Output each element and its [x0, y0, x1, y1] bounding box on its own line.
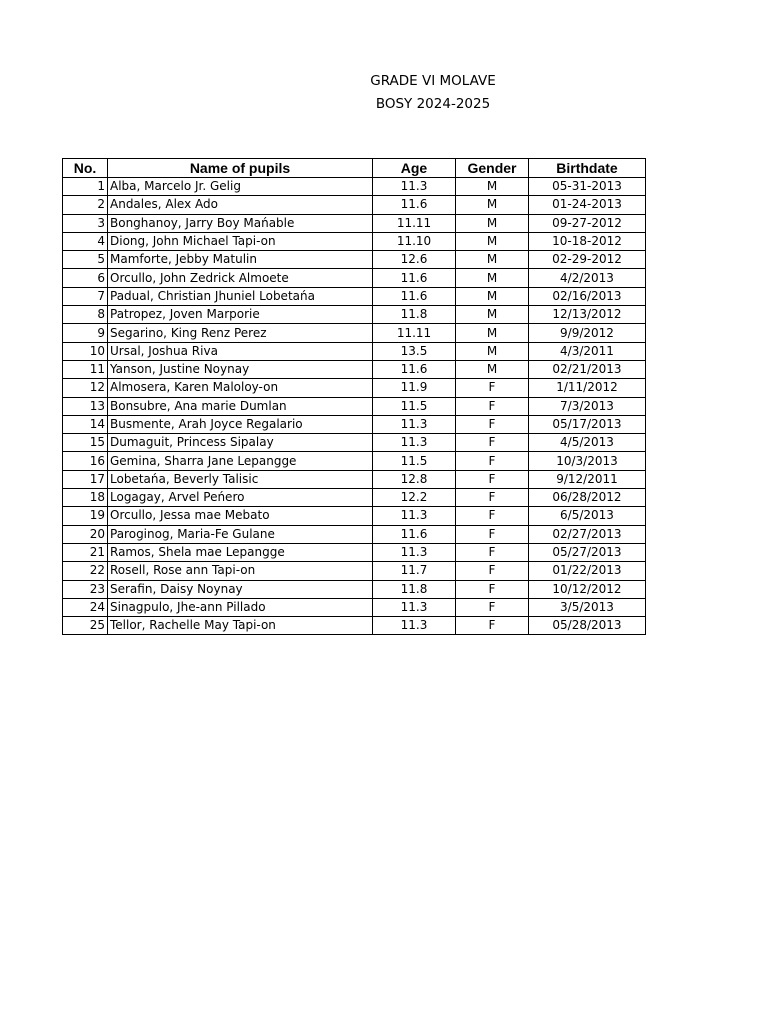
pupil-birthdate: 09-27-2012 [529, 214, 646, 232]
pupil-birthdate: 02/16/2013 [529, 287, 646, 305]
pupil-name: Segarino, King Renz Perez [108, 324, 373, 342]
pupil-name: Alba, Marcelo Jr. Gelig [108, 178, 373, 196]
pupil-table [62, 158, 646, 635]
pupil-birthdate: 05/28/2013 [529, 617, 646, 635]
table-row [63, 178, 646, 196]
pupil-gender: F [456, 434, 529, 452]
row-number: 2 [63, 196, 108, 214]
table-row [63, 214, 646, 232]
table-row [63, 598, 646, 616]
pupil-age: 11.6 [373, 196, 456, 214]
pupil-birthdate: 4/3/2011 [529, 342, 646, 360]
row-number: 22 [63, 562, 108, 580]
table-header-row [63, 159, 646, 178]
row-number: 10 [63, 342, 108, 360]
pupil-gender: F [456, 525, 529, 543]
table-row [63, 287, 646, 305]
pupil-age: 11.5 [373, 452, 456, 470]
pupil-name: Lobetańa, Beverly Talisic [108, 470, 373, 488]
pupil-age: 11.3 [373, 178, 456, 196]
pupil-age: 11.8 [373, 580, 456, 598]
row-number: 20 [63, 525, 108, 543]
pupil-birthdate: 02/21/2013 [529, 360, 646, 378]
pupil-name: Bonsubre, Ana marie Dumlan [108, 397, 373, 415]
pupil-gender: M [456, 178, 529, 196]
pupil-gender: M [456, 306, 529, 324]
pupil-birthdate: 02-29-2012 [529, 251, 646, 269]
row-number: 24 [63, 598, 108, 616]
pupil-birthdate: 1/11/2012 [529, 379, 646, 397]
table-row [63, 415, 646, 433]
pupil-gender: M [456, 324, 529, 342]
pupil-gender: F [456, 543, 529, 561]
pupil-name: Serafin, Daisy Noynay [108, 580, 373, 598]
pupil-name: Logagay, Arvel Peńero [108, 489, 373, 507]
row-number: 4 [63, 232, 108, 250]
pupil-gender: M [456, 360, 529, 378]
row-number: 12 [63, 379, 108, 397]
pupil-gender: F [456, 379, 529, 397]
pupil-birthdate: 4/5/2013 [529, 434, 646, 452]
pupil-gender: F [456, 415, 529, 433]
pupil-age: 11.3 [373, 617, 456, 635]
table-row [63, 324, 646, 342]
pupil-name: Mamforte, Jebby Matulin [108, 251, 373, 269]
pupil-age: 11.3 [373, 598, 456, 616]
pupil-age: 11.9 [373, 379, 456, 397]
table-row [63, 562, 646, 580]
row-number: 25 [63, 617, 108, 635]
pupil-name: Andales, Alex Ado [108, 196, 373, 214]
pupil-birthdate: 05/17/2013 [529, 415, 646, 433]
pupil-birthdate: 12/13/2012 [529, 306, 646, 324]
row-number: 8 [63, 306, 108, 324]
pupil-name: Sinagpulo, Jhe-ann Pillado [108, 598, 373, 616]
row-number: 1 [63, 178, 108, 196]
table-body [63, 178, 646, 635]
row-number: 6 [63, 269, 108, 287]
pupil-birthdate: 01/22/2013 [529, 562, 646, 580]
table-row [63, 525, 646, 543]
pupil-name: Ursal, Joshua Riva [108, 342, 373, 360]
row-number: 18 [63, 489, 108, 507]
pupil-name: Rosell, Rose ann Tapi-on [108, 562, 373, 580]
column-header-birthdate: Birthdate [529, 159, 646, 178]
pupil-age: 11.3 [373, 507, 456, 525]
pupil-age: 12.2 [373, 489, 456, 507]
pupil-gender: F [456, 470, 529, 488]
pupil-age: 12.6 [373, 251, 456, 269]
pupil-birthdate: 6/5/2013 [529, 507, 646, 525]
pupil-name: Busmente, Arah Joyce Regalario [108, 415, 373, 433]
pupil-birthdate: 9/9/2012 [529, 324, 646, 342]
row-number: 23 [63, 580, 108, 598]
pupil-birthdate: 06/28/2012 [529, 489, 646, 507]
table-row [63, 470, 646, 488]
pupil-gender: M [456, 269, 529, 287]
table-row [63, 196, 646, 214]
pupil-gender: F [456, 507, 529, 525]
pupil-name: Orcullo, John Zedrick Almoete [108, 269, 373, 287]
table-row [63, 580, 646, 598]
table-row [63, 269, 646, 287]
document-title: GRADE VI MOLAVE [370, 73, 496, 89]
table-row [63, 397, 646, 415]
pupil-age: 11.11 [373, 214, 456, 232]
pupil-gender: M [456, 342, 529, 360]
pupil-gender: M [456, 196, 529, 214]
row-number: 3 [63, 214, 108, 232]
pupil-age: 11.3 [373, 543, 456, 561]
pupil-age: 11.6 [373, 269, 456, 287]
table-row [63, 434, 646, 452]
pupil-birthdate: 3/5/2013 [529, 598, 646, 616]
pupil-name: Diong, John Michael Tapi-on [108, 232, 373, 250]
row-number: 11 [63, 360, 108, 378]
pupil-gender: F [456, 562, 529, 580]
pupil-name: Orcullo, Jessa mae Mebato [108, 507, 373, 525]
column-header-no: No. [63, 159, 108, 178]
pupil-gender: M [456, 214, 529, 232]
pupil-age: 11.8 [373, 306, 456, 324]
pupil-gender: F [456, 598, 529, 616]
column-header-gender: Gender [456, 159, 529, 178]
pupil-name: Yanson, Justine Noynay [108, 360, 373, 378]
pupil-age: 12.8 [373, 470, 456, 488]
pupil-name: Bonghanoy, Jarry Boy Mańable [108, 214, 373, 232]
pupil-name: Gemina, Sharra Jane Lepangge [108, 452, 373, 470]
row-number: 19 [63, 507, 108, 525]
row-number: 9 [63, 324, 108, 342]
row-number: 13 [63, 397, 108, 415]
table-row [63, 360, 646, 378]
pupil-name: Patropez, Joven Marporie [108, 306, 373, 324]
pupil-birthdate: 02/27/2013 [529, 525, 646, 543]
column-header-name: Name of pupils [108, 159, 373, 178]
pupil-age: 11.6 [373, 525, 456, 543]
pupil-age: 11.10 [373, 232, 456, 250]
table-row [63, 379, 646, 397]
row-number: 17 [63, 470, 108, 488]
pupil-birthdate: 10/3/2013 [529, 452, 646, 470]
pupil-birthdate: 4/2/2013 [529, 269, 646, 287]
pupil-name: Tellor, Rachelle May Tapi-on [108, 617, 373, 635]
pupil-age: 11.6 [373, 360, 456, 378]
row-number: 16 [63, 452, 108, 470]
pupil-age: 11.3 [373, 434, 456, 452]
row-number: 14 [63, 415, 108, 433]
row-number: 5 [63, 251, 108, 269]
pupil-gender: M [456, 232, 529, 250]
pupil-birthdate: 9/12/2011 [529, 470, 646, 488]
pupil-birthdate: 10-18-2012 [529, 232, 646, 250]
pupil-birthdate: 05/27/2013 [529, 543, 646, 561]
table-row [63, 543, 646, 561]
row-number: 7 [63, 287, 108, 305]
table-row [63, 507, 646, 525]
column-header-age: Age [373, 159, 456, 178]
row-number: 21 [63, 543, 108, 561]
pupil-name: Ramos, Shela mae Lepangge [108, 543, 373, 561]
table-row [63, 232, 646, 250]
table-row [63, 342, 646, 360]
pupil-age: 11.7 [373, 562, 456, 580]
pupil-birthdate: 05-31-2013 [529, 178, 646, 196]
row-number: 15 [63, 434, 108, 452]
pupil-age: 11.3 [373, 415, 456, 433]
table-row [63, 617, 646, 635]
table-row [63, 452, 646, 470]
pupil-name: Almosera, Karen Maloloy-on [108, 379, 373, 397]
pupil-gender: F [456, 452, 529, 470]
pupil-age: 11.11 [373, 324, 456, 342]
pupil-name: Paroginog, Maria-Fe Gulane [108, 525, 373, 543]
pupil-age: 11.6 [373, 287, 456, 305]
pupil-birthdate: 7/3/2013 [529, 397, 646, 415]
pupil-age: 13.5 [373, 342, 456, 360]
table-row [63, 251, 646, 269]
table-row [63, 489, 646, 507]
pupil-gender: F [456, 489, 529, 507]
pupil-birthdate: 01-24-2013 [529, 196, 646, 214]
pupil-gender: F [456, 617, 529, 635]
pupil-age: 11.5 [373, 397, 456, 415]
pupil-name: Dumaguit, Princess Sipalay [108, 434, 373, 452]
pupil-name: Padual, Christian Jhuniel Lobetańa [108, 287, 373, 305]
pupil-gender: F [456, 397, 529, 415]
pupil-gender: M [456, 287, 529, 305]
table-row [63, 306, 646, 324]
pupil-gender: M [456, 251, 529, 269]
pupil-birthdate: 10/12/2012 [529, 580, 646, 598]
pupil-gender: F [456, 580, 529, 598]
document-subtitle: BOSY 2024-2025 [375, 96, 491, 112]
